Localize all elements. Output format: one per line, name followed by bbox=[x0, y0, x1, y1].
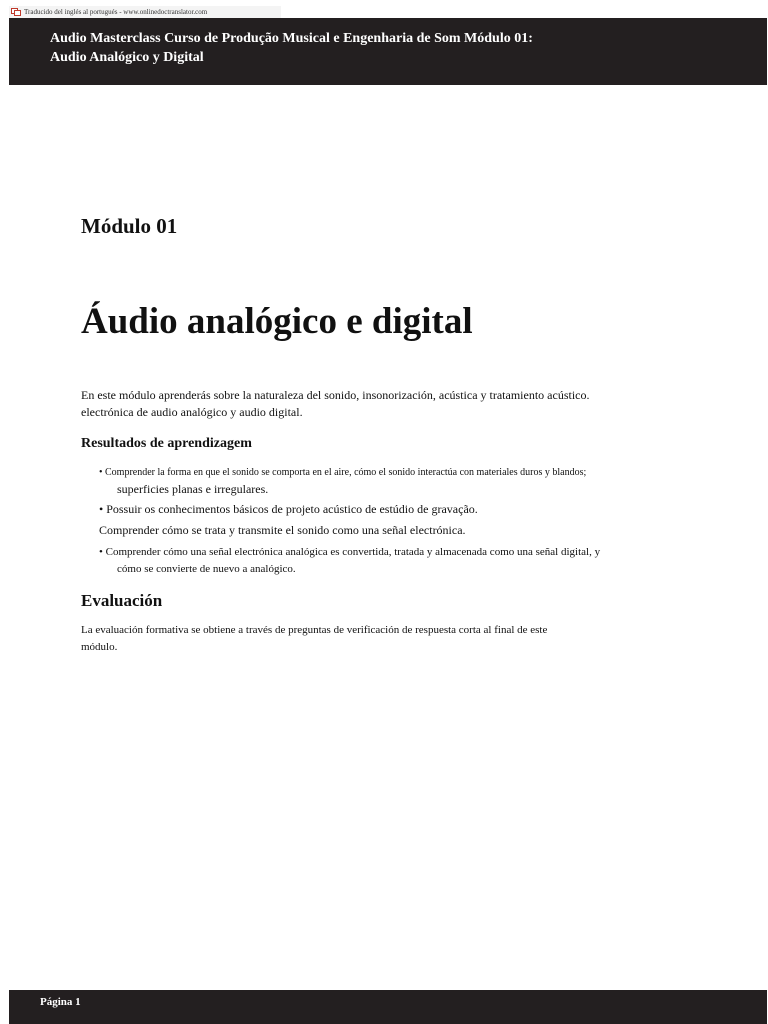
page-title: Áudio analógico e digital bbox=[81, 301, 473, 342]
learning-outcomes-heading: Resultados de aprendizagem bbox=[81, 436, 252, 451]
header-title bbox=[50, 29, 690, 67]
outcome-text: Comprender cómo se trata y transmite el sonido como una señal electrónica. bbox=[99, 523, 466, 537]
header-title-line-1: Audio Masterclass Curso de Produção Musical e Engenharia de Som Módulo 01: bbox=[50, 31, 533, 46]
outcome-item bbox=[99, 463, 629, 498]
translator-banner[interactable] bbox=[9, 6, 281, 18]
translate-icon bbox=[11, 8, 21, 16]
footer-bar bbox=[9, 990, 767, 1024]
outcome-item bbox=[99, 522, 629, 539]
outcome-continuation: cómo se convierte de nuevo a analógico. bbox=[117, 563, 296, 575]
intro-paragraph bbox=[81, 387, 621, 421]
module-label: Módulo 01 bbox=[81, 214, 178, 238]
evaluation-paragraph bbox=[81, 622, 581, 656]
outcome-item bbox=[99, 501, 629, 518]
outcome-continuation: superficies planas e irregulares. bbox=[117, 482, 269, 496]
intro-line-1: En este módulo aprenderás sobre la naturaleza del sonido, insonorización, acústica y tratamiento acústico. bbox=[81, 388, 590, 402]
evaluation-line-2: módulo. bbox=[81, 641, 118, 653]
evaluation-heading: Evaluación bbox=[81, 591, 163, 610]
outcome-text: • Comprender la forma en que el sonido se comporta en el aire, cómo el sonido interactúa con materiales duros y blandos; bbox=[99, 467, 587, 478]
intro-line-2: electrónica de audio analógico y audio digital. bbox=[81, 405, 303, 419]
header-title-line-2: Audio Analógico y Digital bbox=[50, 50, 204, 65]
page-number: Página 1 bbox=[40, 996, 81, 1008]
evaluation-line-1: La evaluación formativa se obtiene a través de preguntas de verificación de respuesta corta al final de este bbox=[81, 624, 548, 636]
translator-text[interactable]: Traducido del inglés al portugués - www.onlinedoctranslator.com bbox=[24, 8, 208, 16]
header-bar bbox=[9, 18, 767, 85]
outcome-item bbox=[99, 543, 629, 578]
outcome-text: • Comprender cómo una señal electrónica analógica es convertida, tratada y almacenada como una señal digital, y bbox=[99, 546, 601, 558]
outcome-text: • Possuir os conhecimentos básicos de projeto acústico de estúdio de gravação. bbox=[99, 502, 478, 516]
